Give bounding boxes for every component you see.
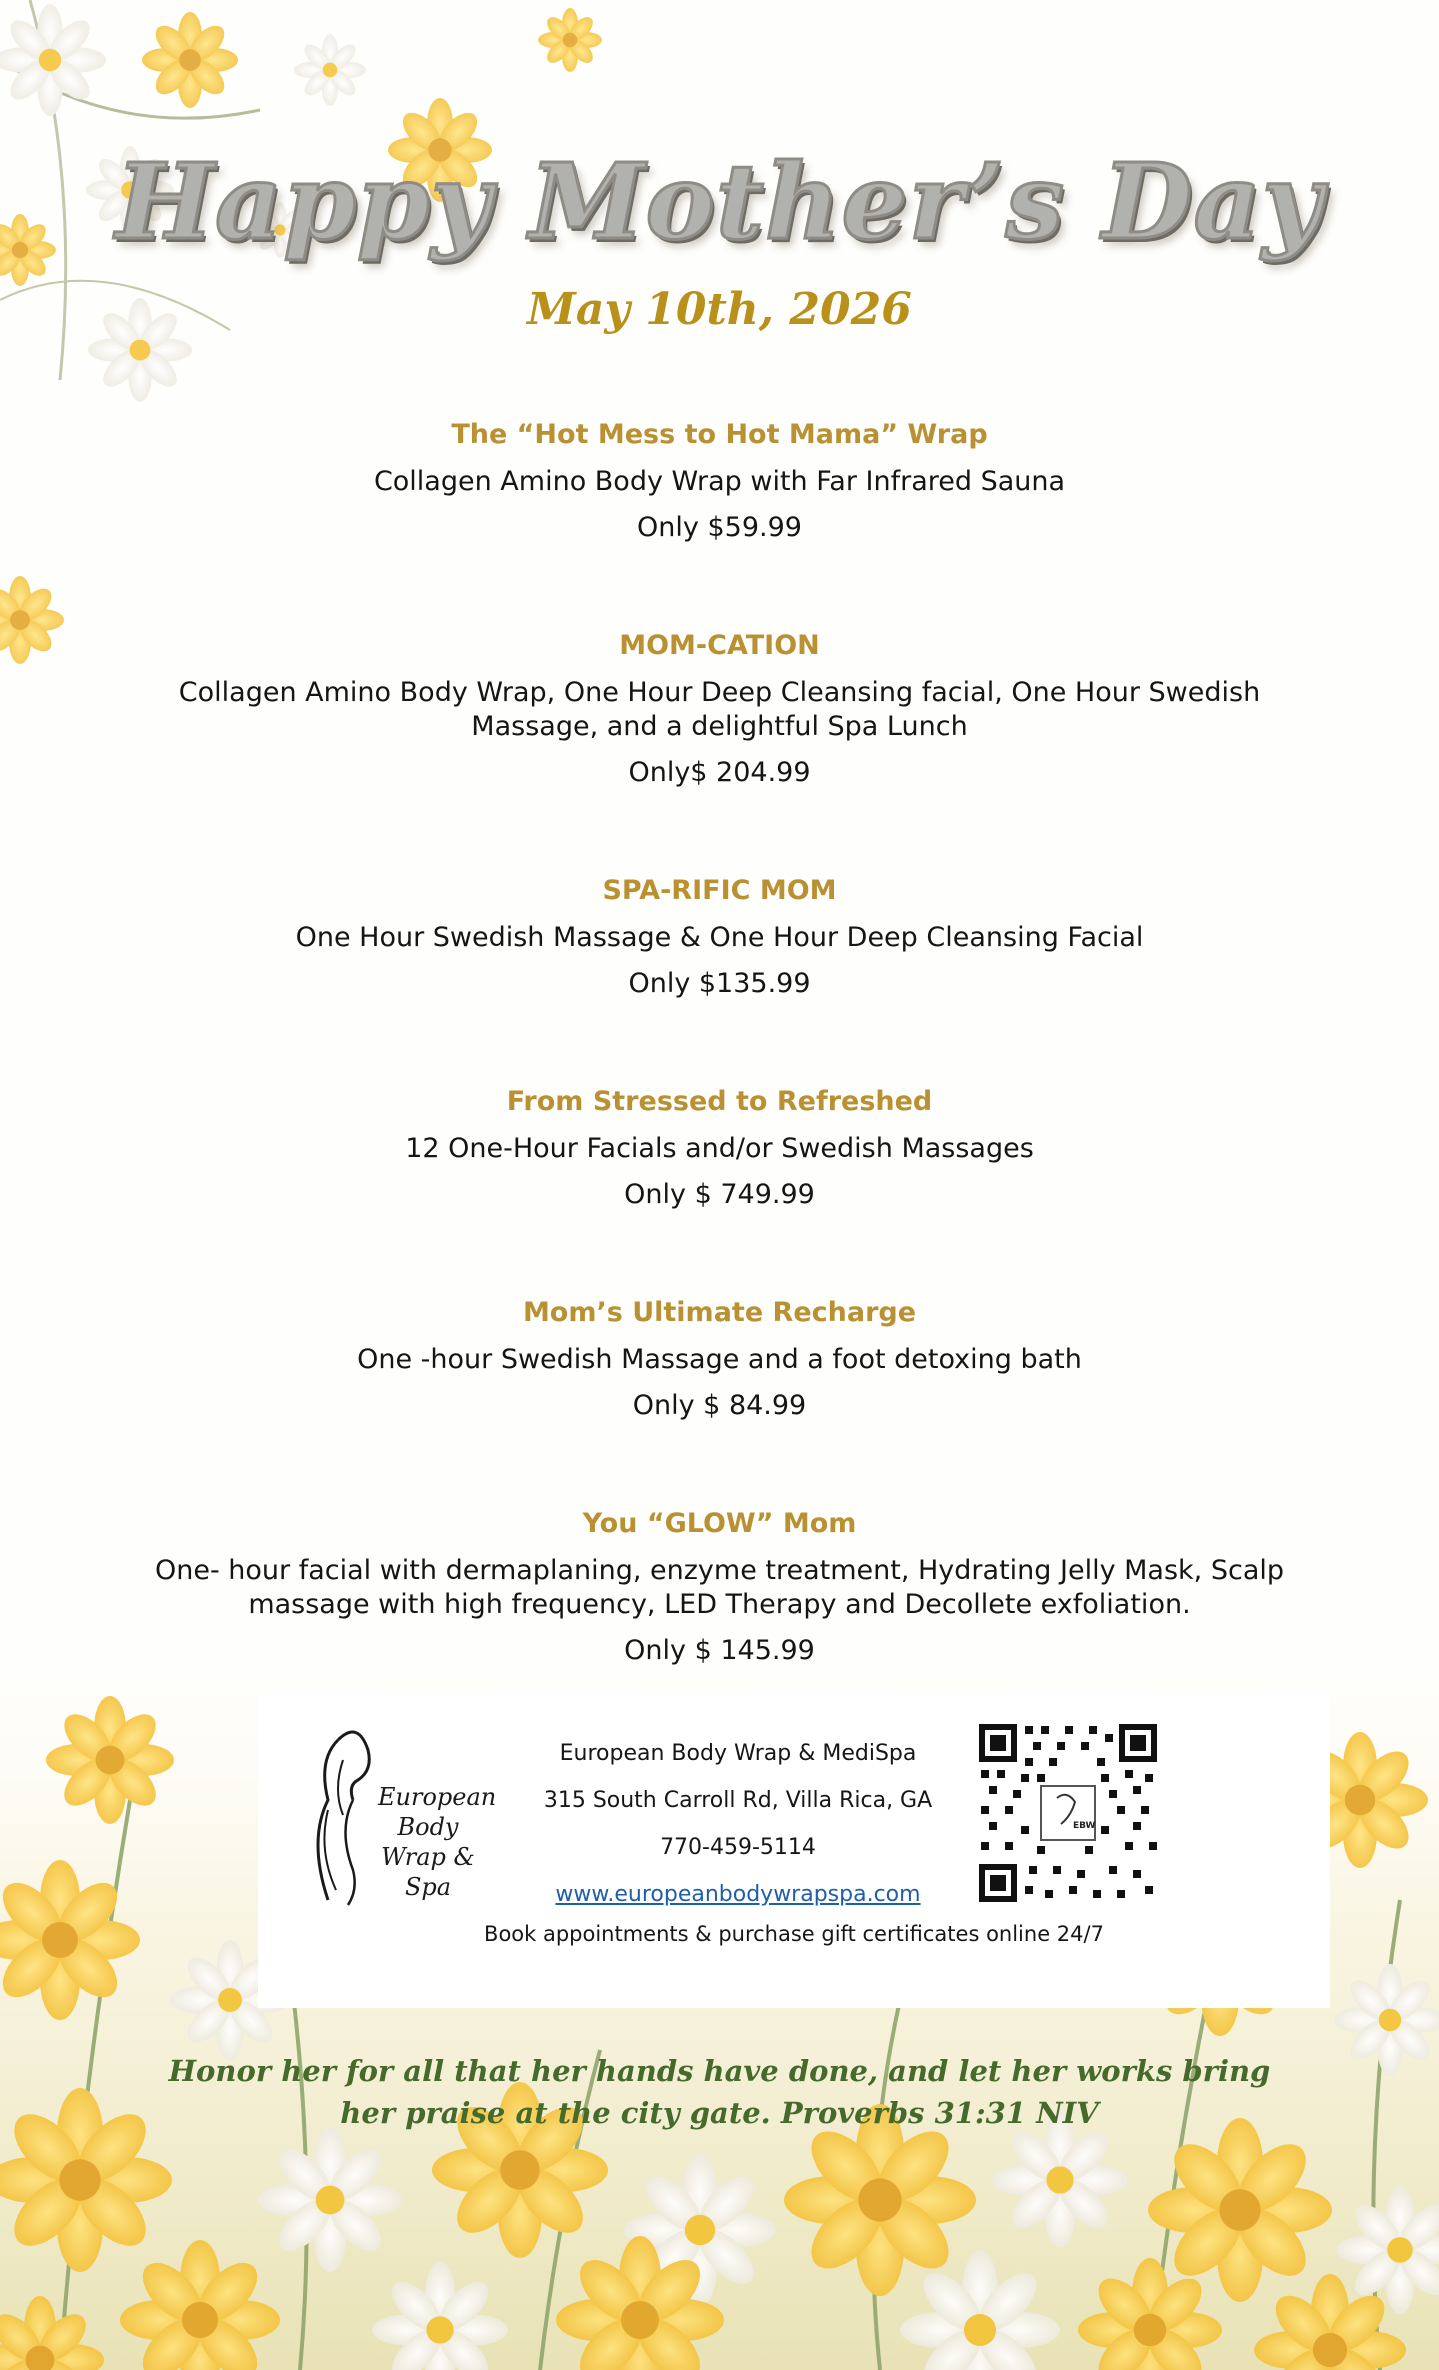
phone-number[interactable]: 770-459-5114 xyxy=(660,1835,816,1860)
package-name: Mom’s Ultimate Recharge xyxy=(522,1297,917,1328)
package-price: Only $ 84.99 xyxy=(632,1390,807,1421)
package-mom-cation xyxy=(150,628,1289,790)
package-description: One Hour Swedish Massage & One Hour Deep Cleansing Facial xyxy=(295,922,1144,953)
logo-text: European Body Wrap & Spa xyxy=(378,1783,497,1901)
package-name: The “Hot Mess to Hot Mama” Wrap xyxy=(451,419,988,450)
package-description: One -hour Swedish Massage and a foot detoxing bath xyxy=(357,1344,1082,1375)
package-price: Only$ 204.99 xyxy=(628,757,811,788)
package-price: Only $ 749.99 xyxy=(624,1179,815,1210)
package-hot-mess-wrap xyxy=(150,417,1289,545)
bible-verse: Honor her for all that her hands have done, and let her works bring her praise at the city gate. Proverbs 31:31 NIV xyxy=(168,2054,1271,2130)
package-name: MOM-CATION xyxy=(619,630,820,661)
qr-code[interactable] xyxy=(975,1720,1161,1906)
spa-logo xyxy=(298,1720,497,1910)
package-description: Collagen Amino Body Wrap, One Hour Deep Cleansing facial, One Hour Swedish Massage, and a delightful Spa Lunch xyxy=(178,677,1261,742)
event-date: May 10th, 2026 xyxy=(527,284,912,335)
package-stressed-to-refreshed xyxy=(150,1084,1289,1212)
package-name: From Stressed to Refreshed xyxy=(506,1086,933,1117)
package-price: Only $59.99 xyxy=(637,512,802,543)
package-price: Only $135.99 xyxy=(628,968,811,999)
package-description: Collagen Amino Body Wrap with Far Infrared Sauna xyxy=(373,466,1066,497)
contact-info xyxy=(498,1730,978,1918)
booking-note: Book appointments & purchase gift certificates online 24/7 xyxy=(484,1922,1104,1946)
package-glow-mom xyxy=(150,1506,1289,1668)
contact-panel xyxy=(258,1692,1330,2008)
package-description: One- hour facial with dermaplaning, enzyme treatment, Hydrating Jelly Mask, Scalp massage with high frequency, LED Therapy and Decollete exfoliation. xyxy=(154,1555,1285,1620)
package-description: 12 One-Hour Facials and/or Swedish Massages xyxy=(405,1133,1034,1164)
package-price: Only $ 145.99 xyxy=(624,1635,815,1666)
package-spa-rific-mom xyxy=(150,873,1289,1001)
qr-code-icon xyxy=(975,1720,1161,1906)
package-ultimate-recharge xyxy=(150,1295,1289,1423)
package-name: You “GLOW” Mom xyxy=(582,1508,857,1539)
package-name: SPA-RIFIC MOM xyxy=(602,875,837,906)
svg-text:EBW: EBW xyxy=(1073,1821,1096,1831)
page-title: Happy Mother’s Day xyxy=(115,140,1324,263)
business-name: European Body Wrap & MediSpa xyxy=(559,1741,917,1766)
website-link[interactable]: www.europeanbodywrapspa.com xyxy=(555,1882,921,1907)
address: 315 South Carroll Rd, Villa Rica, GA xyxy=(543,1788,933,1813)
